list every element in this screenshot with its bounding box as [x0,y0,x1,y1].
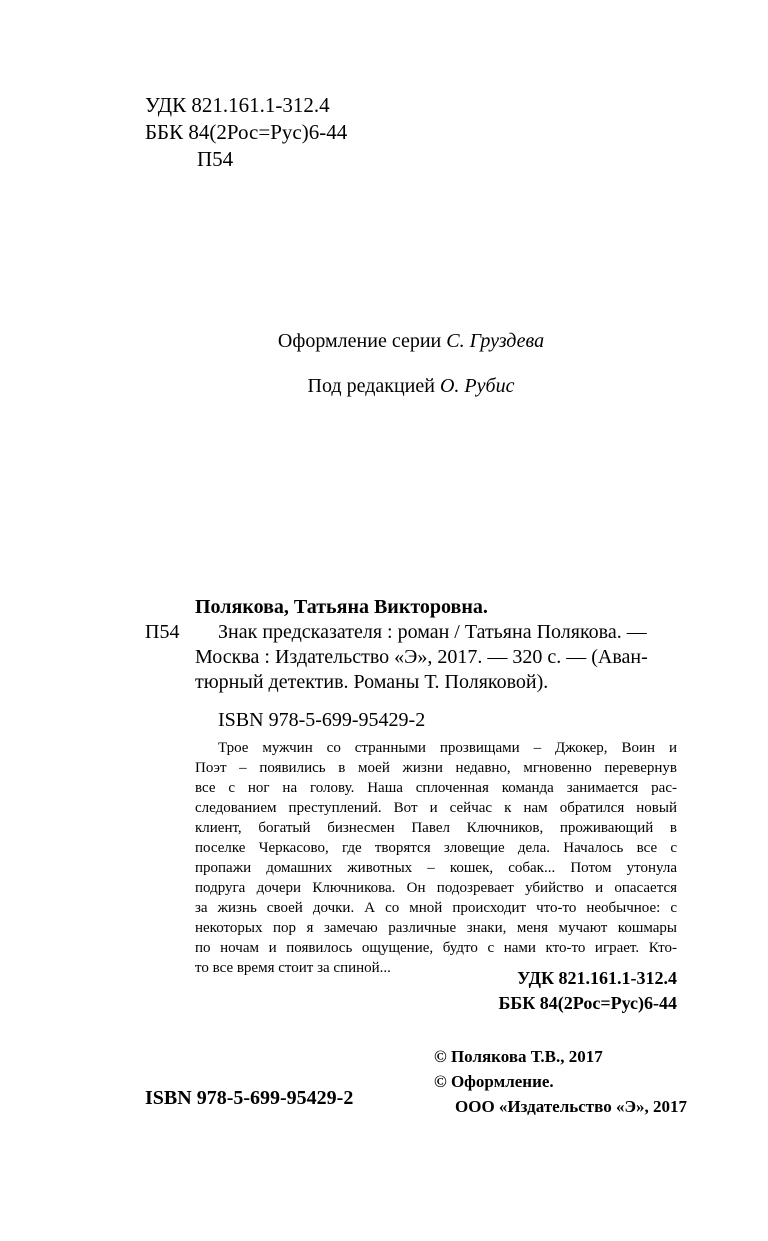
card-imprint-line: Москва : Издательство «Э», 2017. — 320 с. — (Аван- [195,646,648,668]
annotation-line: пропажи домашних животных – кошек, собак... Потом утонула [195,860,677,876]
card-series-line: тюрный детектив. Романы Т. Поляковой). [195,671,549,693]
series-designer-name: С. Груздева [446,330,545,352]
annotation-line: клиент, богатый бизнесмен Павел Ключников, проживающий в [195,820,677,836]
series-design-label: Оформление серии [277,330,447,352]
card-isbn: ISBN 978-5-699-95429-2 [218,709,426,731]
annotation-line: по ночам и появилось ощущение, будто с нами кто-то играет. Кто- [195,940,677,956]
catalog-card [145,595,705,733]
editor-line [145,373,677,400]
annotation-block [195,738,677,978]
annotation-line: следованием преступлений. Вот и сейчас к нам обратился новый [195,800,677,816]
card-code-row [145,620,705,645]
copyright-design-line: © Оформление. [434,1072,554,1091]
editor-name: О. Рубис [439,375,515,397]
credits-block [145,328,677,400]
annotation-line: подруга дочери Ключникова. Он подозревает убийство и опасается [195,880,677,896]
annotation-line: Поэт – появились в моей жизни недавно, мгновенно перевернув [195,760,677,776]
bbk-line: ББК 84(2Рос=Рус)6-44 [145,120,348,144]
annotation-line: все с ног на голову. Наша сплоченная команда занимается рас- [195,780,677,796]
annotation-line: за жизнь своей дочки. А со мной происходит что-то необычное: с [195,900,677,916]
annotation-line: то все время стоит за спиной... [195,960,391,976]
copyright-publisher-line: ООО «Издательство «Э», 2017 [455,1097,687,1116]
card-title-line: Знак предсказателя : роман / Татьяна Полякова. — [218,621,647,643]
editor-label: Под редакцией [307,375,440,397]
copyright-block [434,1044,687,1119]
copyright-author-line: © Полякова Т.В., 2017 [434,1047,603,1066]
card-author: Полякова, Татьяна Викторовна. [195,596,488,618]
top-classification-block [145,92,347,173]
bottom-udk-line: УДК 821.161.1-312.4 [517,968,677,988]
bottom-bbk-line: ББК 84(2Рос=Рус)6-44 [498,993,677,1013]
bottom-classification-block [498,966,677,1016]
author-sign-code: П54 [197,147,234,171]
bottom-isbn: ISBN 978-5-699-95429-2 [145,1087,354,1109]
annotation-line: Трое мужчин со странными прозвищами – Джокер, Воин и [218,740,677,756]
annotation-line: некоторых пор я замечаю различные знаки, меня мучают кошмары [195,920,677,936]
series-design-line [145,328,677,355]
annotation-line: поселке Черкасово, где творятся зловещие дела. Началось все с [195,840,677,856]
card-code: П54 [145,621,180,643]
udk-line: УДК 821.161.1-312.4 [145,93,330,117]
